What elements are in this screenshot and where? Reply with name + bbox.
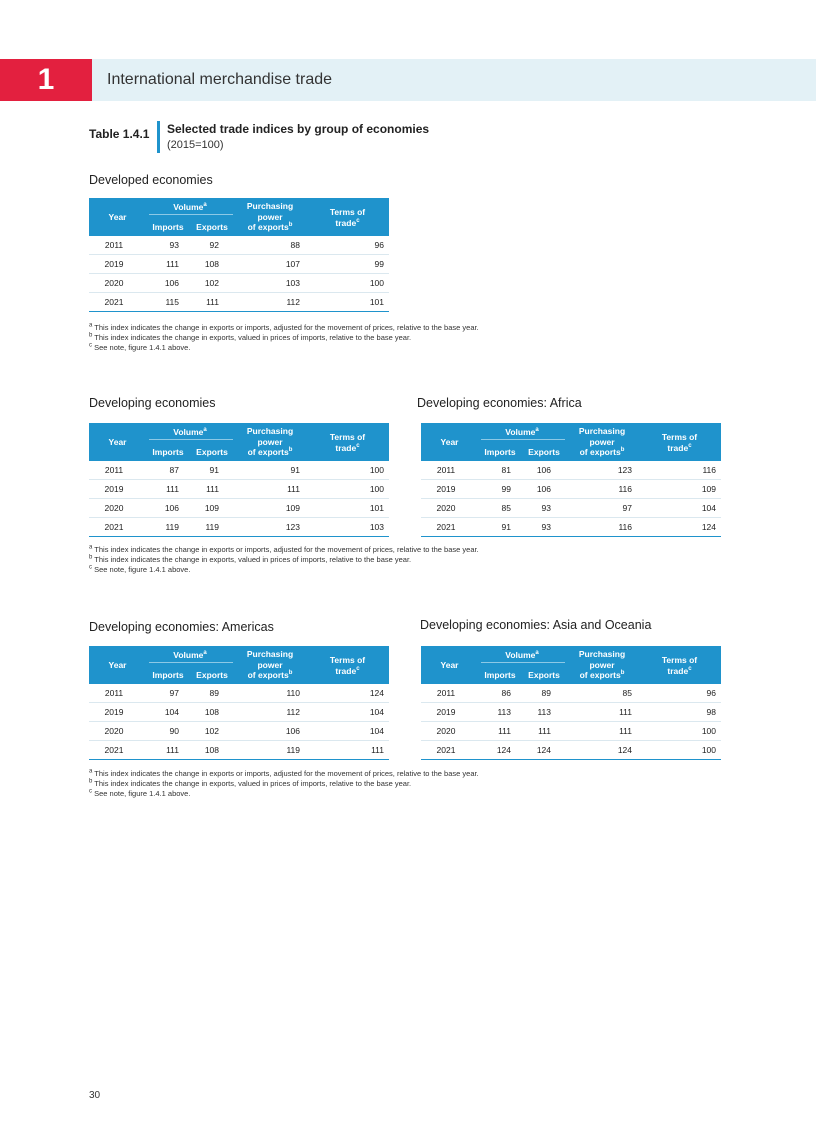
header-tot-line1: Terms of — [329, 432, 366, 442]
table-title: Selected trade indices by group of economies — [167, 122, 430, 136]
cell-imports: 124 — [496, 745, 511, 755]
cell-imports: 119 — [165, 522, 179, 532]
header-volume-text: Volume — [505, 427, 536, 437]
header-volume-text: Volume — [173, 427, 204, 437]
title-rule — [157, 121, 160, 153]
cell-year: 2019 — [104, 259, 124, 269]
header-pp-line1: Purchasing — [246, 426, 294, 436]
table-row — [89, 293, 389, 311]
cell-purchasing-power: 124 — [617, 745, 632, 755]
table-row — [89, 255, 389, 274]
section-title-developing: Developing economies — [89, 396, 216, 410]
header-imports: Imports — [152, 447, 184, 457]
header-tot-line2-text: trade — [335, 217, 357, 228]
table-row — [89, 741, 389, 759]
note-marker-c: c — [356, 665, 360, 672]
cell-exports: 92 — [209, 240, 219, 250]
header-terms-of-trade — [638, 432, 721, 453]
cell-purchasing-power: 112 — [286, 297, 300, 307]
header-terms-of-trade — [306, 432, 389, 453]
cell-year: 2021 — [436, 522, 456, 532]
note-c: $^c$ See note, figure 1.4.1 above. — [89, 342, 191, 352]
table-row — [421, 703, 721, 722]
header-pp-line1: Purchasing — [578, 426, 626, 436]
header-purchasing-power — [234, 201, 306, 233]
cell-purchasing-power: 112 — [286, 707, 300, 717]
table-body — [421, 461, 721, 536]
cell-terms-of-trade: 124 — [369, 688, 384, 698]
note-c: $^c$ See note, figure 1.4.1 above. — [89, 788, 191, 798]
cell-imports: 111 — [166, 259, 179, 269]
table-label: Table 1.4.1 — [89, 127, 150, 141]
table-body — [89, 684, 389, 759]
cell-terms-of-trade: 96 — [374, 240, 384, 250]
cell-exports: 106 — [536, 484, 551, 494]
table-row — [89, 684, 389, 703]
section-title-africa: Developing economies: Africa — [417, 396, 582, 410]
cell-exports: 119 — [205, 522, 219, 532]
header-year: Year — [108, 660, 127, 670]
header-tot-line2-text: trade — [335, 665, 357, 676]
cell-year: 2021 — [436, 745, 456, 755]
cell-purchasing-power: 116 — [618, 522, 632, 532]
note-marker-c: c — [688, 442, 692, 449]
cell-imports: 111 — [166, 745, 179, 755]
data-table-americas — [89, 646, 389, 760]
section-title-developed: Developed economies — [89, 173, 213, 187]
table-row — [89, 274, 389, 293]
cell-terms-of-trade: 98 — [706, 707, 716, 717]
cell-year: 2019 — [436, 484, 456, 494]
header-tot-line1: Terms of — [329, 207, 366, 217]
header-tot-line1: Terms of — [661, 655, 698, 665]
header-year: Year — [108, 437, 127, 447]
cell-terms-of-trade: 100 — [701, 726, 716, 736]
cell-exports: 102 — [204, 278, 219, 288]
cell-imports: 87 — [169, 465, 179, 475]
header-tot-line2-text: trade — [667, 665, 689, 676]
cell-year: 2021 — [104, 522, 124, 532]
cell-terms-of-trade: 124 — [701, 522, 716, 532]
header-pp-line3-text: of exports — [247, 222, 289, 232]
cell-imports: 106 — [164, 278, 179, 288]
header-volume — [146, 650, 234, 660]
cell-purchasing-power: 106 — [285, 726, 300, 736]
cell-year: 2019 — [436, 707, 456, 717]
table-body — [89, 236, 389, 311]
cell-terms-of-trade: 100 — [701, 745, 716, 755]
cell-year: 2011 — [104, 688, 124, 698]
table-row — [421, 480, 721, 499]
cell-purchasing-power: 123 — [617, 465, 632, 475]
table-row — [89, 236, 389, 255]
note-c: $^c$ See note, figure 1.4.1 above. — [89, 564, 191, 574]
table-header — [89, 423, 389, 461]
header-volume-text: Volume — [173, 650, 204, 660]
cell-imports: 113 — [497, 707, 511, 717]
header-pp-line3 — [234, 222, 306, 233]
cell-year: 2021 — [104, 297, 124, 307]
cell-year: 2011 — [104, 240, 124, 250]
note-a: $^a$ This index indicates the change in exports or imports, adjusted for the movement of prices, relative to the base year. — [89, 768, 479, 778]
cell-year: 2011 — [436, 688, 456, 698]
chapter-number: 1 — [0, 59, 92, 101]
header-imports: Imports — [152, 222, 184, 232]
cell-terms-of-trade: 100 — [369, 278, 384, 288]
note-a: $^a$ This index indicates the change in exports or imports, adjusted for the movement of prices, relative to the base year. — [89, 544, 479, 554]
cell-exports: 109 — [204, 503, 219, 513]
table-row — [89, 480, 389, 499]
cell-terms-of-trade: 99 — [374, 259, 384, 269]
header-volume-rule — [149, 662, 233, 663]
cell-year: 2011 — [436, 465, 456, 475]
cell-purchasing-power: 107 — [285, 259, 300, 269]
cell-imports: 90 — [169, 726, 179, 736]
cell-purchasing-power: 119 — [286, 745, 300, 755]
cell-imports: 111 — [166, 484, 179, 494]
cell-purchasing-power: 111 — [619, 707, 632, 717]
header-exports: Exports — [528, 447, 560, 457]
cell-terms-of-trade: 96 — [706, 688, 716, 698]
table-row — [421, 499, 721, 518]
note-marker-a: a — [203, 427, 207, 434]
cell-exports: 111 — [206, 297, 219, 307]
header-volume-rule — [149, 214, 233, 215]
note-marker-b: b — [620, 670, 625, 677]
cell-imports: 97 — [169, 688, 179, 698]
header-pp-line2: power — [257, 211, 283, 222]
table-row — [89, 518, 389, 536]
header-year: Year — [440, 437, 459, 447]
cell-year: 2020 — [104, 503, 124, 513]
cell-exports: 111 — [538, 726, 551, 736]
cell-imports: 104 — [164, 707, 179, 717]
cell-terms-of-trade: 100 — [369, 484, 384, 494]
header-pp-line2: power — [257, 436, 283, 447]
table-row — [421, 722, 721, 741]
note-marker-b: b — [288, 447, 293, 454]
note-b: $^b$ This index indicates the change in exports, valued in prices of imports, relative to the base year. — [89, 778, 412, 788]
header-imports: Imports — [484, 447, 516, 457]
header-pp-line1: Purchasing — [578, 649, 626, 659]
cell-year: 2019 — [104, 707, 124, 717]
header-volume — [146, 427, 234, 437]
header-volume-text: Volume — [505, 650, 536, 660]
cell-year: 2020 — [436, 726, 456, 736]
note-b: $^b$ This index indicates the change in exports, valued in prices of imports, relative to the base year. — [89, 554, 412, 564]
cell-exports: 124 — [536, 745, 551, 755]
cell-terms-of-trade: 109 — [701, 484, 716, 494]
header-exports: Exports — [196, 222, 228, 232]
header-tot-line1: Terms of — [329, 655, 366, 665]
note-marker-c: c — [356, 442, 360, 449]
chapter-title: International merchandise trade — [107, 71, 333, 88]
cell-terms-of-trade: 104 — [369, 726, 384, 736]
header-volume-rule — [481, 439, 565, 440]
note-marker-b: b — [288, 670, 293, 677]
cell-imports: 106 — [164, 503, 179, 513]
cell-year: 2019 — [104, 484, 124, 494]
cell-purchasing-power: 123 — [285, 522, 300, 532]
table-notes — [89, 545, 479, 575]
cell-purchasing-power: 91 — [290, 465, 300, 475]
header-purchasing-power — [234, 426, 306, 458]
note-marker-c: c — [688, 665, 692, 672]
header-volume — [478, 427, 566, 437]
cell-year: 2020 — [436, 503, 456, 513]
header-tot-line2 — [306, 443, 389, 454]
table-header — [89, 198, 389, 236]
cell-imports: 93 — [169, 240, 179, 250]
cell-purchasing-power: 88 — [290, 240, 300, 250]
table-row — [421, 741, 721, 759]
table-row — [421, 518, 721, 536]
cell-terms-of-trade: 100 — [369, 465, 384, 475]
header-pp-line1: Purchasing — [246, 201, 294, 211]
header-volume — [146, 202, 234, 212]
data-table-africa — [421, 423, 721, 537]
cell-purchasing-power: 109 — [285, 503, 300, 513]
note-marker-c: c — [356, 217, 360, 224]
table-row — [89, 499, 389, 518]
cell-year: 2020 — [104, 726, 124, 736]
cell-exports: 111 — [206, 484, 219, 494]
header-pp-line3-text: of exports — [579, 447, 621, 457]
cell-exports: 89 — [541, 688, 551, 698]
cell-year: 2011 — [104, 465, 124, 475]
cell-exports: 93 — [541, 503, 551, 513]
table-notes — [89, 769, 479, 799]
cell-terms-of-trade: 101 — [369, 503, 384, 513]
header-purchasing-power — [234, 649, 306, 681]
header-volume-rule — [481, 662, 565, 663]
data-table-asia-oceania — [421, 646, 721, 760]
header-pp-line3 — [234, 447, 306, 458]
header-purchasing-power — [566, 426, 638, 458]
cell-terms-of-trade: 101 — [369, 297, 384, 307]
header-volume-text: Volume — [173, 202, 204, 212]
note-marker-b: b — [288, 222, 293, 229]
header-exports: Exports — [196, 670, 228, 680]
header-tot-line2 — [638, 443, 721, 454]
note-marker-a: a — [535, 650, 539, 657]
cell-exports: 91 — [209, 465, 219, 475]
table-row — [421, 684, 721, 703]
data-table-developed — [89, 198, 389, 312]
note-marker-a: a — [203, 202, 207, 209]
table-header — [421, 423, 721, 461]
section-title-asia-oceania: Developing economies: Asia and Oceania — [420, 618, 652, 632]
header-pp-line3-text: of exports — [247, 670, 289, 680]
cell-imports: 111 — [498, 726, 511, 736]
cell-exports: 102 — [204, 726, 219, 736]
table-body — [89, 461, 389, 536]
header-tot-line2 — [306, 218, 389, 229]
cell-imports: 115 — [165, 297, 179, 307]
header-pp-line2: power — [589, 659, 615, 670]
note-marker-a: a — [535, 427, 539, 434]
cell-imports: 85 — [501, 503, 511, 513]
header-pp-line2: power — [589, 436, 615, 447]
header-pp-line3-text: of exports — [247, 447, 289, 457]
table-row — [89, 703, 389, 722]
header-pp-line1: Purchasing — [246, 649, 294, 659]
header-purchasing-power — [566, 649, 638, 681]
header-tot-line2-text: trade — [335, 442, 357, 453]
header-pp-line3 — [234, 670, 306, 681]
header-terms-of-trade — [306, 207, 389, 228]
note-a: $^a$ This index indicates the change in exports or imports, adjusted for the movement of prices, relative to the base year. — [89, 322, 479, 332]
table-row — [421, 461, 721, 480]
cell-exports: 113 — [537, 707, 551, 717]
cell-terms-of-trade: 104 — [701, 503, 716, 513]
header-volume — [478, 650, 566, 660]
table-subtitle: (2015=100) — [167, 139, 224, 151]
note-b: $^b$ This index indicates the change in exports, valued in prices of imports, relative to the base year. — [89, 332, 412, 342]
cell-purchasing-power: 116 — [618, 484, 632, 494]
data-table-developing — [89, 423, 389, 537]
header-tot-line2 — [638, 666, 721, 677]
header-tot-line1: Terms of — [661, 432, 698, 442]
header-terms-of-trade — [638, 655, 721, 676]
cell-imports: 91 — [501, 522, 511, 532]
cell-exports: 93 — [541, 522, 551, 532]
table-header — [89, 646, 389, 684]
header-tot-line2-text: trade — [667, 442, 689, 453]
table-notes — [89, 323, 479, 353]
cell-year: 2020 — [104, 278, 124, 288]
page-number: 30 — [89, 1090, 101, 1101]
cell-imports: 99 — [501, 484, 511, 494]
header-exports: Exports — [528, 670, 560, 680]
cell-terms-of-trade: 103 — [369, 522, 384, 532]
header-tot-line2 — [306, 666, 389, 677]
header-pp-line3 — [566, 670, 638, 681]
header-exports: Exports — [196, 447, 228, 457]
note-marker-a: a — [203, 650, 207, 657]
cell-purchasing-power: 85 — [622, 688, 632, 698]
cell-purchasing-power: 103 — [285, 278, 300, 288]
header-pp-line2: power — [257, 659, 283, 670]
header-terms-of-trade — [306, 655, 389, 676]
cell-purchasing-power: 111 — [287, 484, 300, 494]
cell-purchasing-power: 111 — [619, 726, 632, 736]
cell-imports: 81 — [501, 465, 511, 475]
header-year: Year — [440, 660, 459, 670]
cell-terms-of-trade: 111 — [371, 745, 384, 755]
header-year: Year — [108, 212, 127, 222]
cell-exports: 108 — [204, 745, 219, 755]
cell-terms-of-trade: 104 — [369, 707, 384, 717]
header-pp-line3-text: of exports — [579, 670, 621, 680]
cell-terms-of-trade: 116 — [702, 465, 716, 475]
table-body — [421, 684, 721, 759]
cell-exports: 108 — [204, 259, 219, 269]
table-row — [89, 461, 389, 480]
section-title-americas: Developing economies: Americas — [89, 620, 274, 634]
header-imports: Imports — [484, 670, 516, 680]
header-volume-rule — [149, 439, 233, 440]
header-imports: Imports — [152, 670, 184, 680]
table-header — [421, 646, 721, 684]
cell-exports: 106 — [536, 465, 551, 475]
note-marker-b: b — [620, 447, 625, 454]
table-row — [89, 722, 389, 741]
cell-exports: 89 — [209, 688, 219, 698]
cell-purchasing-power: 110 — [286, 688, 300, 698]
cell-imports: 86 — [501, 688, 511, 698]
cell-year: 2021 — [104, 745, 124, 755]
cell-purchasing-power: 97 — [622, 503, 632, 513]
cell-exports: 108 — [204, 707, 219, 717]
header-pp-line3 — [566, 447, 638, 458]
